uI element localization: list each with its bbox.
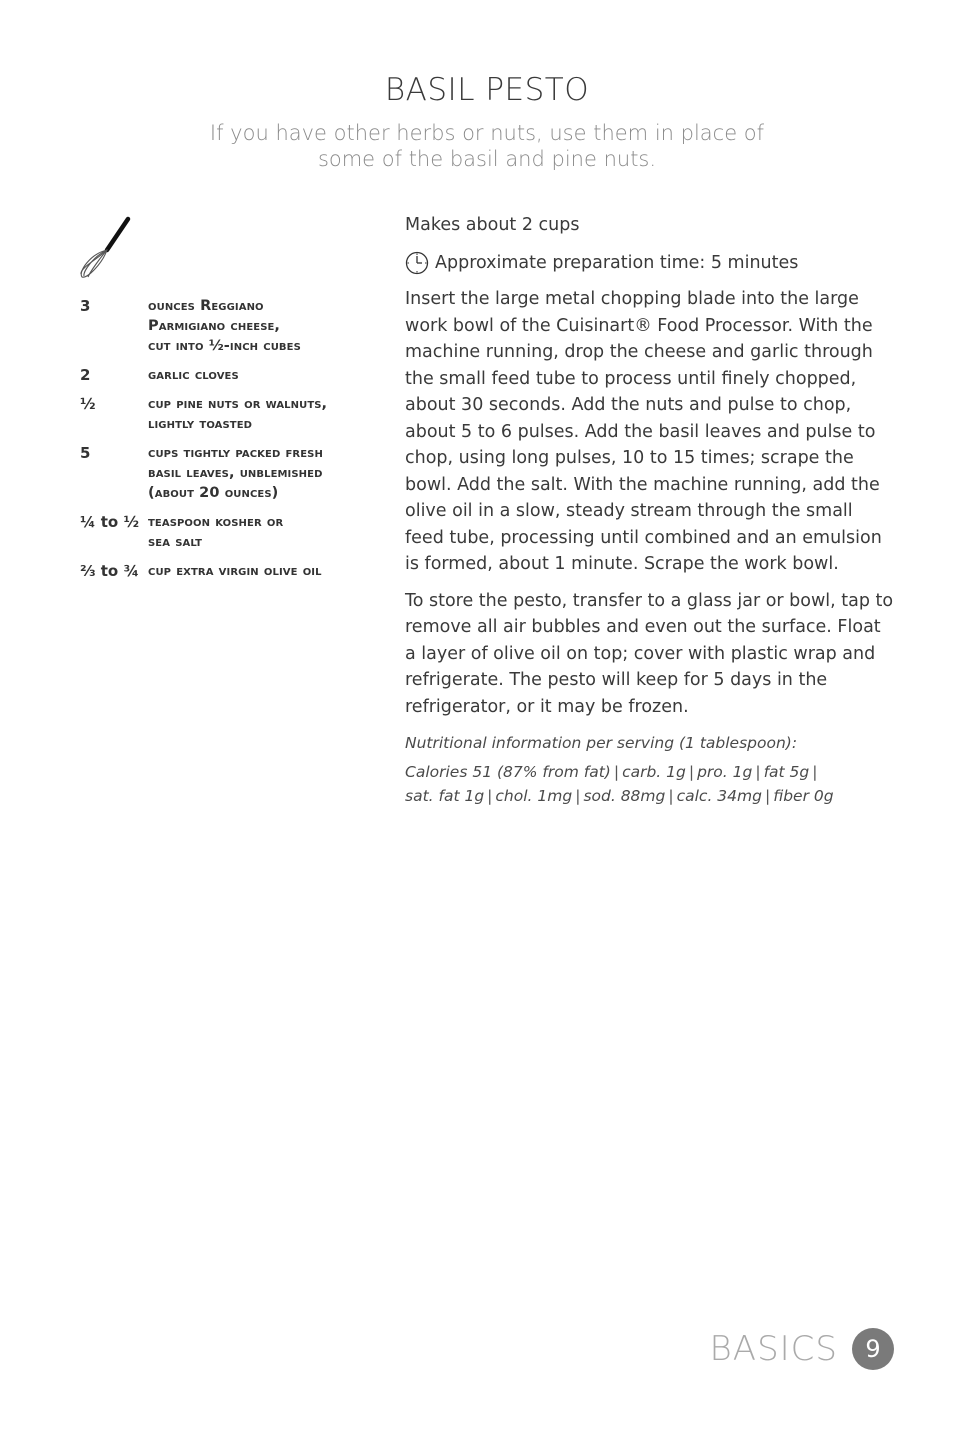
nutrition-carb: carb. 1g — [622, 763, 686, 781]
separator: | — [613, 763, 620, 781]
nutrition-cholesterol: chol. 1mg — [495, 787, 573, 805]
ingredient-quantity: 3 — [80, 297, 91, 315]
ingredient-quantity: 5 — [80, 444, 91, 462]
ingredients-list — [80, 296, 380, 590]
nutrition-fat: fat 5g — [763, 763, 810, 781]
section-name: BASICS — [709, 1329, 838, 1369]
separator: | — [487, 787, 493, 805]
separator: | — [764, 787, 771, 805]
nutrition-fiber: fiber 0g — [773, 787, 834, 805]
ingredient-name: garlic cloves — [148, 367, 239, 383]
page-subtitle — [0, 120, 954, 172]
ingredient-name: cups tightly packed fresh basil leaves, unblemished (about 20 ounces) — [148, 445, 323, 501]
ingredient-name: cup extra virgin olive oil — [148, 563, 322, 579]
instructions-paragraph-2: To store the pesto, transfer to a glass jar or bowl, tap to remove all air bubbles and even out the surface. Float a layer of olive oil on top; cover with plastic wrap and refrigerate. The pesto will keep for 5 days in the refrigerator, or it may be frozen. — [405, 590, 894, 717]
nutrition-line-1 — [405, 760, 895, 784]
separator: | — [755, 763, 761, 781]
nutrition-protein: pro. 1g — [697, 763, 753, 781]
separator: | — [575, 787, 581, 805]
page-footer — [710, 1328, 894, 1370]
ingredient-row — [80, 512, 380, 552]
nutrition-line-2 — [405, 784, 895, 808]
subtitle-line-1: If you have other herbs or nuts, use them in place of — [209, 121, 765, 145]
nutrition-calories: Calories 51 (87% from fat) — [405, 763, 611, 781]
nutrition-sat-fat: sat. fat 1g — [405, 787, 485, 805]
prep-time-text: Approximate preparation time: 5 minutes — [435, 252, 799, 273]
recipe-body — [405, 212, 895, 808]
ingredient-quantity: ⅔ to ¾ — [80, 562, 139, 580]
ingredient-name: cup pine nuts or walnuts, lightly toasted — [148, 396, 328, 432]
clock-icon — [405, 251, 429, 275]
ingredient-quantity: ¼ to ½ — [80, 513, 139, 531]
ingredient-name: ounces Reggiano Parmigiano cheese, cut into ½-inch cubes — [148, 298, 301, 354]
ingredient-name: teaspoon kosher or sea salt — [148, 514, 284, 550]
nutrition-calcium: calc. 34mg — [676, 787, 762, 805]
page-title: BASIL PESTO — [384, 72, 590, 108]
page-number-badge: 9 — [852, 1328, 894, 1370]
prep-time-row — [405, 250, 895, 277]
whisk-icon — [78, 216, 134, 280]
separator: | — [812, 763, 818, 781]
subtitle-line-2: some of the basil and pine nuts. — [317, 147, 657, 171]
ingredient-quantity: ½ — [80, 395, 96, 413]
instructions-paragraph-1: Insert the large metal chopping blade into the large work bowl of the Cuisinart® Food Processor. With the machine running, drop the cheese and garlic through the small feed tube to process until finely chopped, about 30 seconds. Add the nuts and pulse to chop, about 5 to 6 pulses. Add the basil leaves and pulse to chop, using long pulses, 10 to 15 times; scrape the bowl. Add the salt. With the machine running, add the olive oil in a slow, steady stream through the small feed tube, processing until combined and an emulsion is formed, about 1 minute. Scrape the work bowl. — [405, 289, 882, 574]
ingredient-row — [80, 394, 380, 434]
nutrition-sodium: sod. 88mg — [583, 787, 666, 805]
ingredient-row — [80, 365, 380, 385]
ingredient-row — [80, 296, 380, 356]
separator: | — [668, 787, 674, 805]
ingredient-row — [80, 561, 380, 581]
ingredient-row — [80, 443, 380, 503]
nutrition-heading: Nutritional information per serving (1 tablespoon): — [405, 734, 798, 752]
ingredient-quantity: 2 — [80, 366, 91, 384]
recipe-yield: Makes about 2 cups — [405, 215, 580, 235]
separator: | — [688, 763, 695, 781]
